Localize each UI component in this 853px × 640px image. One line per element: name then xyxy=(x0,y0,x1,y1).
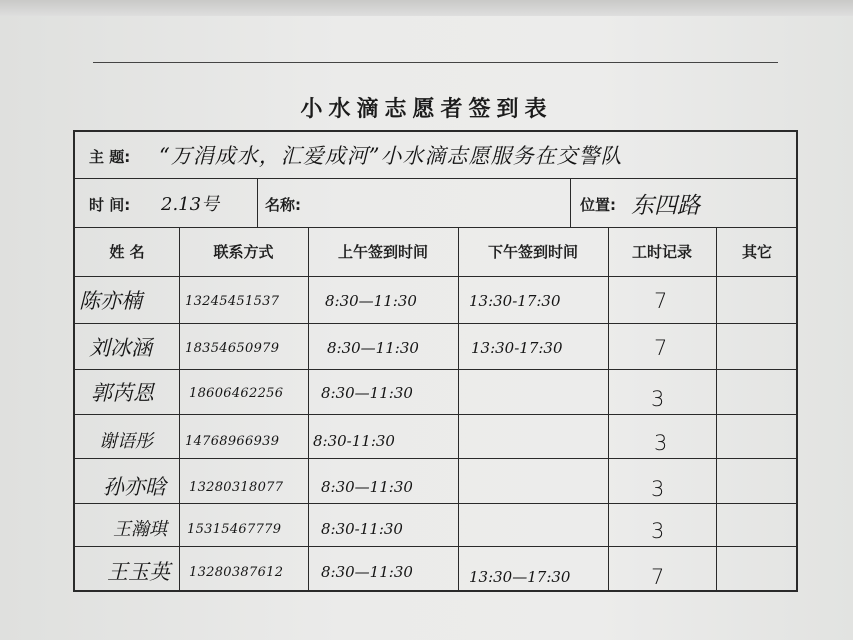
row-2-pm: 13:30-17:30 xyxy=(471,339,563,357)
location-value: 东四路 xyxy=(631,193,700,219)
row-1-hours: 7 xyxy=(654,289,668,313)
row-1-pm: 13:30-17:30 xyxy=(469,292,561,310)
column-divider xyxy=(716,227,717,592)
row-6-phone: 15315467779 xyxy=(187,522,282,537)
column-divider xyxy=(179,227,180,592)
row-5-name: 孙亦晗 xyxy=(103,475,166,499)
row-2-am: 8:30—11:30 xyxy=(327,339,419,357)
theme-label: 主 题: xyxy=(89,148,131,166)
name-label: 名称: xyxy=(265,196,301,214)
row-divider xyxy=(75,458,796,459)
row-divider xyxy=(75,323,796,324)
column-divider xyxy=(308,227,309,592)
row-3-hours: 3 xyxy=(651,387,665,411)
row-7-phone: 13280387612 xyxy=(189,565,284,580)
time-row-divider xyxy=(570,178,571,227)
row-2-phone: 18354650979 xyxy=(185,341,280,356)
time-row-divider xyxy=(257,178,258,227)
row-7-pm: 13:30—17:30 xyxy=(469,568,571,586)
row-4-phone: 14768966939 xyxy=(185,434,280,449)
row-divider xyxy=(75,546,796,547)
row-1-am: 8:30—11:30 xyxy=(325,292,417,310)
time-label: 时 间: xyxy=(89,196,131,214)
row-divider xyxy=(75,178,796,179)
column-header-name: 姓 名 xyxy=(109,243,145,261)
column-header-pm-time: 下午签到时间 xyxy=(487,243,578,261)
form-title: 小水滴志愿者签到表 xyxy=(300,97,553,122)
row-1-phone: 13245451537 xyxy=(185,294,280,309)
row-5-phone: 13280318077 xyxy=(189,480,284,495)
column-header-other: 其它 xyxy=(741,243,772,261)
row-2-name: 刘冰涵 xyxy=(89,336,152,360)
row-5-hours: 3 xyxy=(651,477,665,501)
top-rule-line xyxy=(93,62,778,63)
row-7-am: 8:30—11:30 xyxy=(321,563,413,581)
row-2-hours: 7 xyxy=(654,336,668,360)
row-divider xyxy=(75,369,796,370)
column-header-contact: 联系方式 xyxy=(213,243,274,261)
time-value: 2.13号 xyxy=(161,194,220,215)
row-7-name: 王玉英 xyxy=(107,560,170,584)
row-3-name: 郭芮恩 xyxy=(91,381,154,405)
row-4-name: 谢语彤 xyxy=(99,431,153,452)
location-label: 位置: xyxy=(580,196,616,214)
row-divider xyxy=(75,503,796,504)
signin-form-table xyxy=(73,130,798,592)
column-header-am-time: 上午签到时间 xyxy=(337,243,428,261)
column-divider xyxy=(608,227,609,592)
row-4-hours: 3 xyxy=(654,431,668,455)
row-6-hours: 3 xyxy=(651,519,665,543)
row-5-am: 8:30—11:30 xyxy=(321,478,413,496)
paper-top-edge xyxy=(0,0,853,16)
column-divider xyxy=(458,227,459,592)
row-6-name: 王瀚琪 xyxy=(113,519,167,540)
row-1-name: 陈亦楠 xyxy=(79,289,142,313)
row-divider xyxy=(75,414,796,415)
column-header-hours: 工时记录 xyxy=(631,243,692,261)
row-3-am: 8:30—11:30 xyxy=(321,384,413,402)
row-3-phone: 18606462256 xyxy=(189,386,284,401)
row-divider xyxy=(75,276,796,277)
row-4-am: 8:30-11:30 xyxy=(313,432,395,450)
row-6-am: 8:30-11:30 xyxy=(321,520,403,538)
row-7-hours: 7 xyxy=(651,565,665,589)
theme-value: “万涓成水，汇爱成河”小水滴志愿服务在交警队 xyxy=(159,144,623,168)
